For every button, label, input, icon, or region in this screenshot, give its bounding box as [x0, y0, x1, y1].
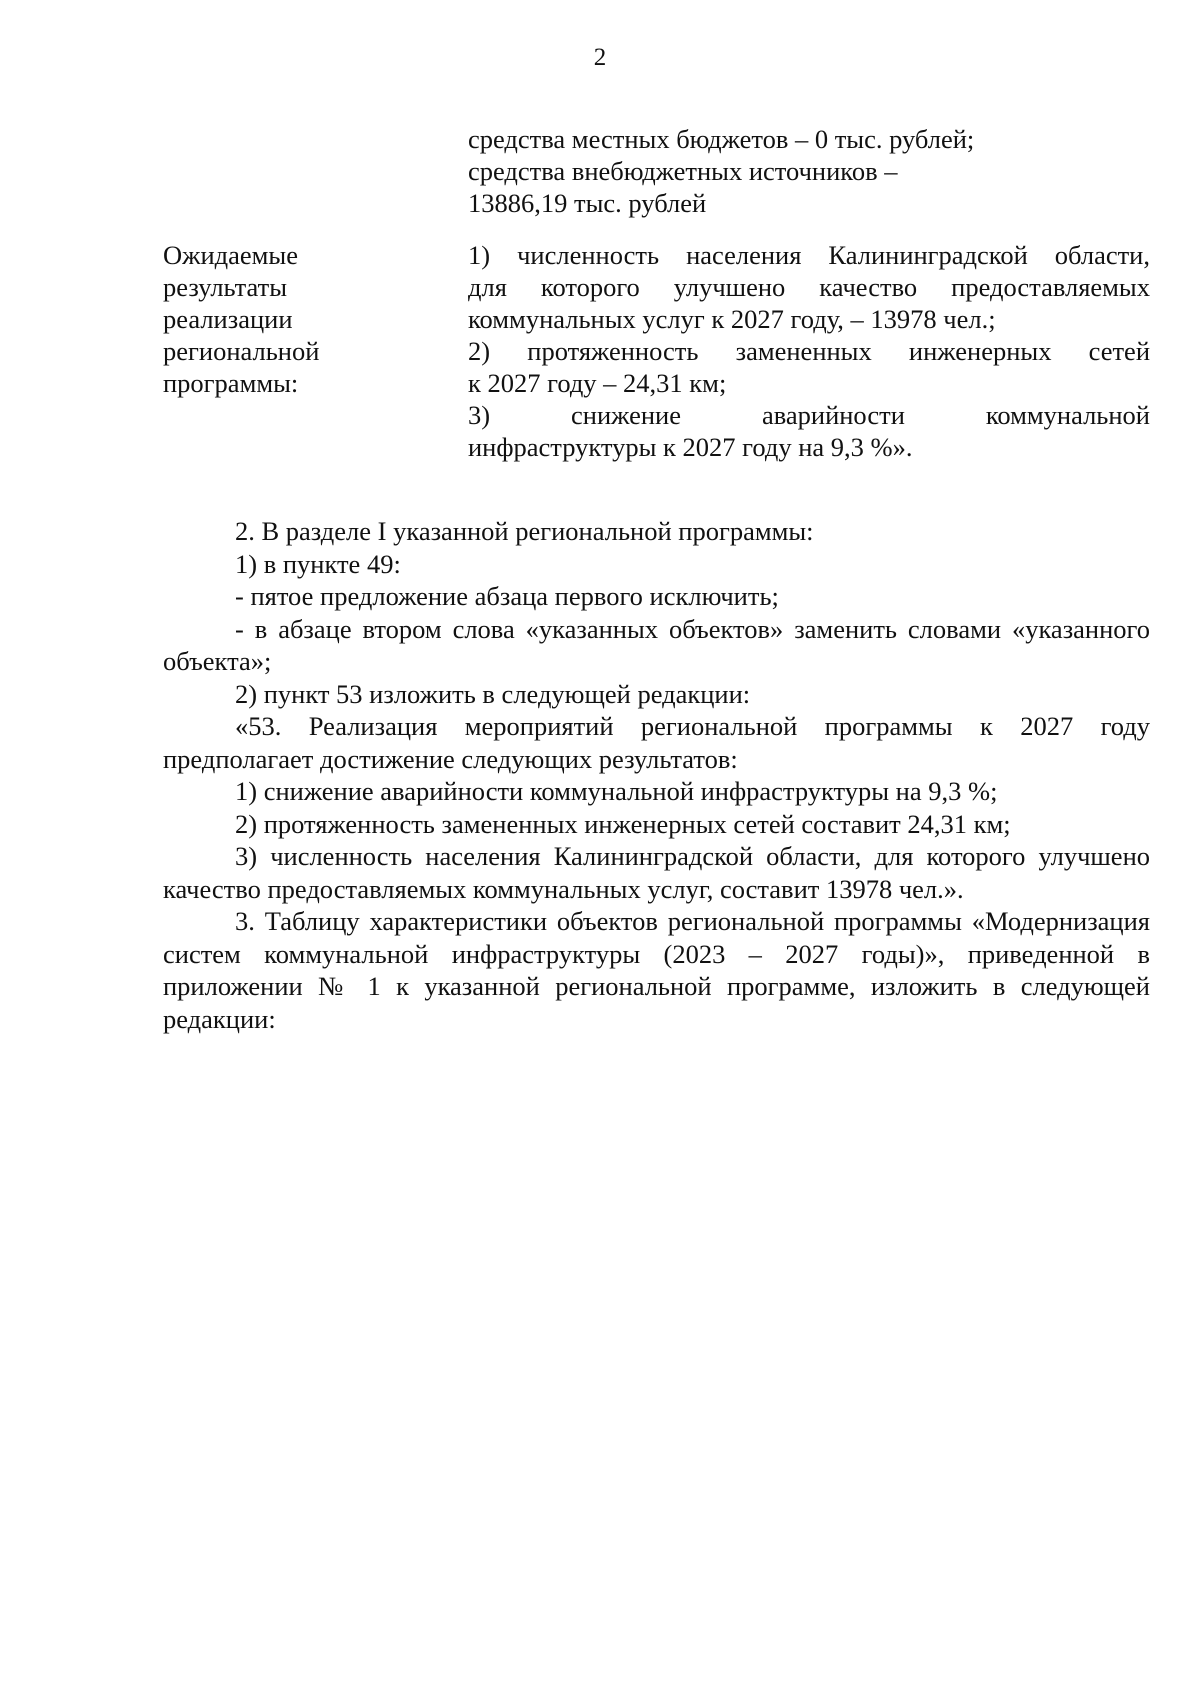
extrabudgetary-amount: 13886,19 тыс. рублей — [468, 188, 707, 218]
result-line: инфраструктуры к 2027 году на 9,3 %». — [468, 432, 913, 462]
extrabudgetary-dash: – — [884, 156, 898, 186]
extrabudgetary-word: внебюджетных — [571, 156, 743, 186]
local-budgets-line: средства местных бюджетов – 0 тыс. рублей; — [468, 124, 975, 154]
paragraph: - в абзаце втором слова «указанных объектов» заменить словами «указанного объекта»; — [163, 613, 1150, 676]
expected-results-row — [163, 239, 1150, 463]
result-line: 1) численность населения Калининградской области, — [468, 240, 1150, 270]
funding-row — [163, 123, 1150, 219]
paragraph: 3) численность населения Калининградской области, для которого улучшено качество предоставляемых коммунальных услуг, составит 13978 чел.». — [163, 841, 1150, 904]
amendments-text — [163, 515, 1150, 1035]
label-line: Ожидаемые — [163, 240, 298, 270]
paragraph: 1) снижение аварийности коммунальной инфраструктуры на 9,3 %; — [235, 776, 998, 806]
result-line: к 2027 году – 24,31 км; — [468, 368, 727, 398]
extrabudgetary-line — [468, 155, 1150, 187]
result-line: 3) снижение аварийности коммунальной — [468, 400, 1150, 430]
extrabudgetary-word: средства — [468, 156, 566, 186]
expected-results-value — [468, 239, 1150, 463]
label-line: результаты — [163, 272, 287, 302]
paragraph: 2) пункт 53 изложить в следующей редакции: — [235, 678, 751, 709]
paragraph: 2) протяженность замененных инженерных сетей составит 24,31 км; — [235, 808, 1011, 839]
paragraph: 1) в пункте 49: — [235, 548, 401, 579]
paragraph: 3. Таблицу характеристики объектов региональной программы «Модернизация систем коммунальной инфраструктуры (2023 – 2027 годы)», приведенной в приложении № 1 к указанной региональной программе, изложить в следующей редакции: — [163, 906, 1150, 1034]
expected-results-label — [163, 239, 468, 399]
paragraph: 2. В разделе I указанной региональной программы: — [235, 516, 814, 546]
label-line: реализации — [163, 304, 293, 334]
extrabudgetary-word: источников — [748, 156, 878, 186]
program-passport-table — [163, 123, 1150, 463]
funding-value-cell — [468, 123, 1150, 219]
result-line: 2) протяженность замененных инженерных сетей — [468, 336, 1150, 366]
label-line: региональной — [163, 336, 320, 366]
page-number: 2 — [593, 44, 607, 71]
paragraph: - пятое предложение абзаца первого исключить; — [235, 581, 779, 611]
label-line: программы: — [163, 368, 299, 398]
result-line: для которого улучшено качество предоставляемых — [468, 272, 1150, 302]
paragraph: «53. Реализация мероприятий региональной программы к 2027 году предполагает достижение следующих результатов: — [163, 711, 1150, 774]
result-line: коммунальных услуг к 2027 году, – 13978 чел.; — [468, 304, 996, 334]
